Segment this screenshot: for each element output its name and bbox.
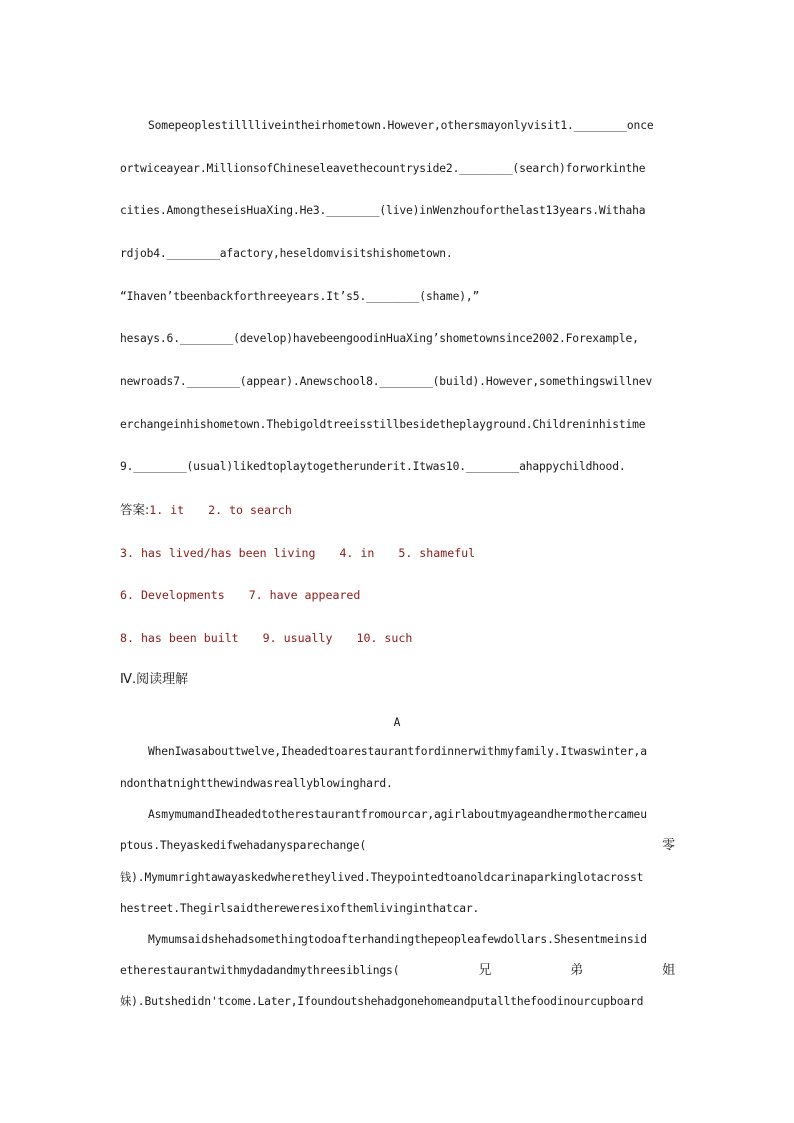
passage-line: WhenIwasabouttwelve,Iheadedtoarestaurantfordinnerwithmyfamily.Itwaswinter,a	[148, 745, 647, 758]
answer-row-4	[120, 630, 675, 646]
answer-item: 9. usually	[262, 631, 333, 645]
cloze-line-4: rdjob4.________afactory,heseldomvisitshishometown.	[120, 247, 453, 260]
cloze-line-7: newroads7.________(appear).Anewschool8.________(build).However,somethingswillnev	[120, 375, 653, 388]
cloze-line-8: erchangeinhishometown.Thebigoldtreeisstillbesidetheplayground.Childreninhistime	[120, 418, 646, 431]
cloze-line-1: Somepeoplestilllliveintheirhometown.However,othersmayonlyvisit1.________once	[148, 119, 654, 132]
answer-item: 10. such	[356, 631, 413, 645]
passage-line: 妹).Butshedidn'tcome.Later,Ifoundoutshehadgonehomeandputallthefoodinourcupboard	[120, 995, 644, 1008]
answer-item: 3. has lived/has been living	[120, 546, 316, 560]
answer-item: 1. it	[149, 503, 185, 517]
cloze-line-5: “Ihaven’tbeenbackforthreeyears.It’s5.________(shame),”	[120, 290, 480, 303]
passage-line: Mymumsaidshehadsomethingtodoafterhandingthepeopleafewdollars.Shesentmeinsid	[148, 933, 647, 946]
passage-label: A	[393, 716, 401, 729]
answer-item: 4. in	[339, 546, 375, 560]
passage-text: 零	[662, 838, 675, 853]
cloze-line-9: 9.________(usual)likedtoplaytogetherunderit.Itwas10.________ahappychildhood.	[120, 460, 626, 473]
passage-line	[120, 963, 675, 979]
answer-row-1	[120, 502, 675, 518]
answer-item: 8. has been built	[120, 631, 239, 645]
answer-item: 5. shameful	[398, 546, 476, 560]
passage-line: AsmymumandIheadedtotherestaurantfromourcar,agirlaboutmyageandhermothercameu	[148, 808, 647, 821]
passage-line: hestreet.Thegirlsaidthereweresixofthemlivinginthatcar.	[120, 902, 480, 915]
passage-text: ptous.Theyaskedifwehadanysparechange(	[120, 839, 367, 852]
cloze-line-3: cities.AmongtheseisHuaXing.He3.________(live)inWenzhouforthelast13years.Withaha	[120, 204, 646, 217]
answer-row-3	[120, 587, 675, 603]
answer-item: 7. have appeared	[248, 588, 361, 602]
passage-line: 钱).Mymumrightawayaskedwheretheylived.Theypointedtoanoldcarinaparkinglotacrosst	[120, 871, 644, 884]
answer-row-2	[120, 545, 675, 561]
passage-line: ndonthatnightthewindwasreallyblowinghard.	[120, 777, 393, 790]
answer-item: 2. to search	[208, 503, 292, 517]
passage-text: 兄	[478, 963, 492, 978]
passage-text: 弟	[570, 963, 584, 978]
cloze-line-2: ortwiceayear.MillionsofChineseleavethecountryside2.________(search)forworkinthe	[120, 162, 646, 175]
section-heading: Ⅳ.阅读理解	[120, 672, 189, 687]
passage-line	[120, 838, 675, 854]
answer-label: 答案:	[120, 502, 150, 517]
answer-item: 6. Developments	[120, 588, 225, 602]
cloze-line-6: hesays.6.________(develop)havebeengoodinHuaXing’shometownsince2002.Forexample,	[120, 332, 639, 345]
passage-text: 姐	[662, 963, 675, 978]
passage-text: etherestaurantwithmydadandmythreesiblings(	[120, 964, 400, 977]
